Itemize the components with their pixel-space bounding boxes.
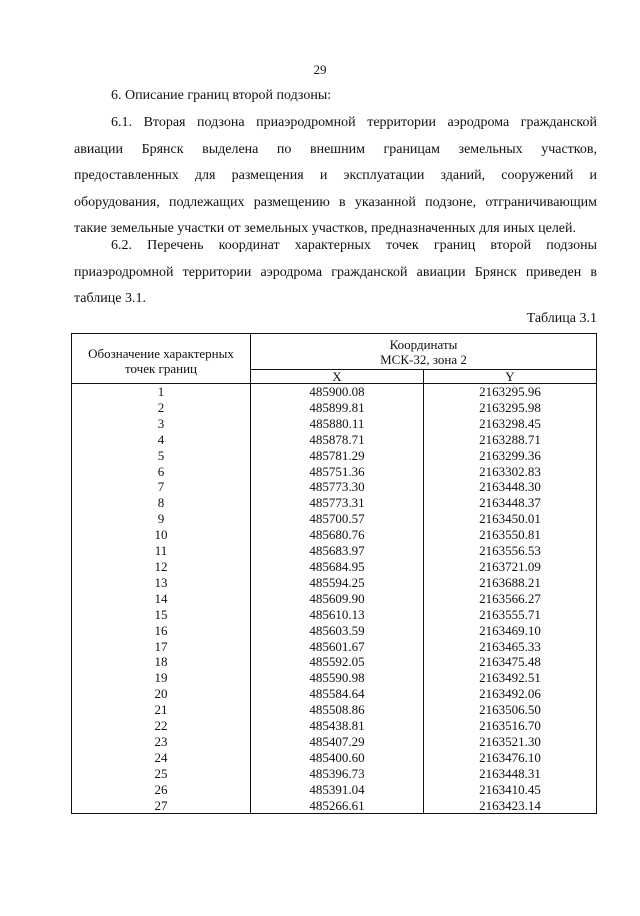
point-number-cell: 8 (72, 495, 251, 511)
x-coordinate-cell: 485700.57 (251, 511, 424, 527)
table-row (72, 384, 597, 400)
x-coordinate-cell: 485266.61 (251, 798, 424, 814)
point-number-cell: 1 (72, 384, 251, 400)
point-number-cell: 19 (72, 670, 251, 686)
table-row (72, 686, 597, 702)
section-heading: 6. Описание границ второй подзоны: (111, 88, 332, 103)
x-coordinate-cell: 485590.98 (251, 670, 424, 686)
point-number-cell: 22 (72, 718, 251, 734)
x-coordinate-cell: 485603.59 (251, 623, 424, 639)
table-row (72, 798, 597, 814)
y-coordinate-cell: 2163721.09 (424, 559, 597, 575)
table-row (72, 782, 597, 798)
table-row (72, 607, 597, 623)
x-coordinate-cell: 485592.05 (251, 654, 424, 670)
page-number: 29 (313, 62, 327, 77)
point-number-cell: 3 (72, 416, 251, 432)
y-coordinate-cell: 2163448.30 (424, 479, 597, 495)
point-number-cell: 24 (72, 750, 251, 766)
y-coordinate-cell: 2163302.83 (424, 464, 597, 480)
y-coordinate-cell: 2163469.10 (424, 623, 597, 639)
x-coordinate-cell: 485680.76 (251, 527, 424, 543)
x-coordinate-cell: 485584.64 (251, 686, 424, 702)
paragraph-6-2: 6.2. Перечень координат характерных точек границ второй подзоны приаэродромной территории аэродрома гражданской авиации Брянск приведен в таблице 3.1. (74, 238, 597, 306)
y-coordinate-cell: 2163448.37 (424, 495, 597, 511)
y-coordinate-cell: 2163556.53 (424, 543, 597, 559)
y-coordinate-cell: 2163688.21 (424, 575, 597, 591)
table-row (72, 416, 597, 432)
table-row (72, 559, 597, 575)
table-row (72, 734, 597, 750)
x-coordinate-cell: 485438.81 (251, 718, 424, 734)
point-number-cell: 15 (72, 607, 251, 623)
point-number-cell: 17 (72, 639, 251, 655)
header-designation: Обозначение характерных точек границ (72, 334, 251, 384)
table-row (72, 464, 597, 480)
point-number-cell: 10 (72, 527, 251, 543)
table-row (72, 718, 597, 734)
header-x: X (251, 370, 424, 384)
x-coordinate-cell: 485773.31 (251, 495, 424, 511)
y-coordinate-cell: 2163288.71 (424, 432, 597, 448)
table-row (72, 591, 597, 607)
x-coordinate-cell: 485773.30 (251, 479, 424, 495)
point-number-cell: 11 (72, 543, 251, 559)
point-number-cell: 23 (72, 734, 251, 750)
x-coordinate-cell: 485391.04 (251, 782, 424, 798)
point-number-cell: 25 (72, 766, 251, 782)
header-y: Y (424, 370, 597, 384)
point-number-cell: 16 (72, 623, 251, 639)
table-row (72, 670, 597, 686)
y-coordinate-cell: 2163410.45 (424, 782, 597, 798)
point-number-cell: 5 (72, 448, 251, 464)
x-coordinate-cell: 485878.71 (251, 432, 424, 448)
x-coordinate-cell: 485609.90 (251, 591, 424, 607)
y-coordinate-cell: 2163448.31 (424, 766, 597, 782)
table-row (72, 702, 597, 718)
table-row (72, 750, 597, 766)
y-coordinate-cell: 2163506.50 (424, 702, 597, 718)
y-coordinate-cell: 2163295.96 (424, 384, 597, 400)
table-caption: Таблица 3.1 (526, 311, 597, 326)
point-number-cell: 26 (72, 782, 251, 798)
table-row (72, 432, 597, 448)
header-coordinates (251, 334, 597, 370)
point-number-cell: 13 (72, 575, 251, 591)
table-row (72, 400, 597, 416)
table-row (72, 654, 597, 670)
table-row (72, 623, 597, 639)
y-coordinate-cell: 2163521.30 (424, 734, 597, 750)
table-row (72, 639, 597, 655)
point-number-cell: 21 (72, 702, 251, 718)
y-coordinate-cell: 2163492.51 (424, 670, 597, 686)
table-row (72, 543, 597, 559)
point-number-cell: 14 (72, 591, 251, 607)
x-coordinate-cell: 485508.86 (251, 702, 424, 718)
x-coordinate-cell: 485899.81 (251, 400, 424, 416)
y-coordinate-cell: 2163298.45 (424, 416, 597, 432)
y-coordinate-cell: 2163450.01 (424, 511, 597, 527)
x-coordinate-cell: 485684.95 (251, 559, 424, 575)
table-row (72, 527, 597, 543)
table-body (72, 384, 597, 814)
y-coordinate-cell: 2163295.98 (424, 400, 597, 416)
y-coordinate-cell: 2163492.06 (424, 686, 597, 702)
y-coordinate-cell: 2163475.48 (424, 654, 597, 670)
y-coordinate-cell: 2163516.70 (424, 718, 597, 734)
header-coordinate-system: МСК-32, зона 2 (380, 352, 467, 367)
coordinates-table (71, 333, 597, 814)
x-coordinate-cell: 485601.67 (251, 639, 424, 655)
y-coordinate-cell: 2163566.27 (424, 591, 597, 607)
point-number-cell: 9 (72, 511, 251, 527)
y-coordinate-cell: 2163476.10 (424, 750, 597, 766)
x-coordinate-cell: 485396.73 (251, 766, 424, 782)
x-coordinate-cell: 485407.29 (251, 734, 424, 750)
y-coordinate-cell: 2163423.14 (424, 798, 597, 814)
point-number-cell: 2 (72, 400, 251, 416)
x-coordinate-cell: 485900.08 (251, 384, 424, 400)
point-number-cell: 18 (72, 654, 251, 670)
header-coordinates-title: Координаты (389, 337, 458, 352)
x-coordinate-cell: 485683.97 (251, 543, 424, 559)
y-coordinate-cell: 2163465.33 (424, 639, 597, 655)
x-coordinate-cell: 485751.36 (251, 464, 424, 480)
y-coordinate-cell: 2163555.71 (424, 607, 597, 623)
point-number-cell: 6 (72, 464, 251, 480)
x-coordinate-cell: 485781.29 (251, 448, 424, 464)
point-number-cell: 27 (72, 798, 251, 814)
point-number-cell: 7 (72, 479, 251, 495)
table-row (72, 575, 597, 591)
y-coordinate-cell: 2163299.36 (424, 448, 597, 464)
table-row (72, 448, 597, 464)
table-row (72, 511, 597, 527)
y-coordinate-cell: 2163550.81 (424, 527, 597, 543)
point-number-cell: 20 (72, 686, 251, 702)
x-coordinate-cell: 485400.60 (251, 750, 424, 766)
point-number-cell: 4 (72, 432, 251, 448)
table-row (72, 766, 597, 782)
table-row (72, 495, 597, 511)
x-coordinate-cell: 485880.11 (251, 416, 424, 432)
paragraph-6-1: 6.1. Вторая подзона приаэродромной территории аэродрома гражданской авиации Брянск выделена по внешним границам земельных участков, предоставленных для размещения и эксплуатации зданий, сооружений и оборудования, подлежащих размещению в указанной подзоне, отграничивающим такие земельные участки от земельных участков, предназначенных для иных целей. (74, 115, 597, 236)
x-coordinate-cell: 485610.13 (251, 607, 424, 623)
point-number-cell: 12 (72, 559, 251, 575)
table-row (72, 479, 597, 495)
x-coordinate-cell: 485594.25 (251, 575, 424, 591)
